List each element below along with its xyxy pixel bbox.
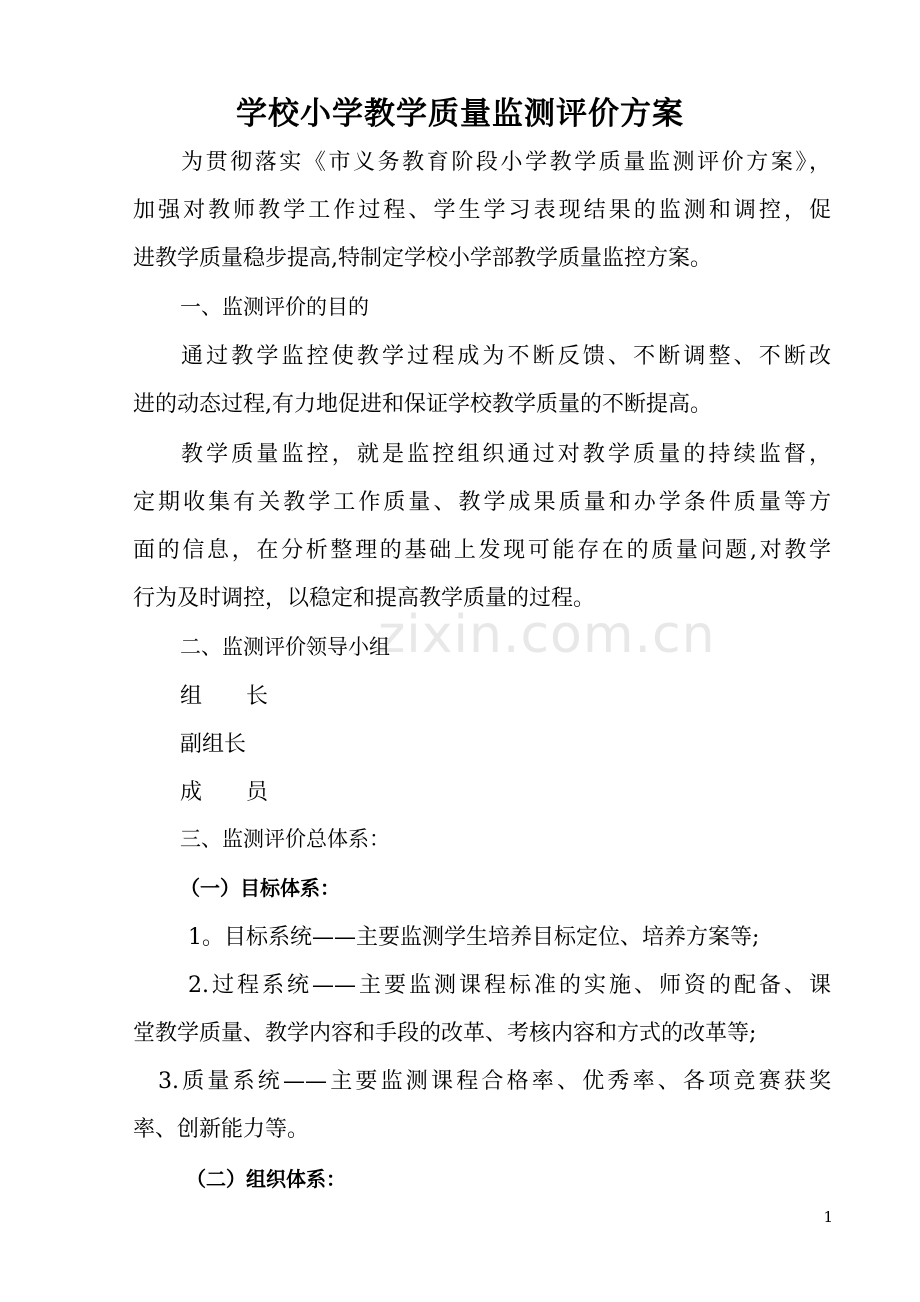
section-1-para-2-line-3: 面的信息，在分析整理的基础上发现可能存在的质量问题,对教学 — [133, 538, 831, 563]
intro-line-3: 进教学质量稳步提高,特制定学校小学部教学质量监控方案。 — [133, 246, 712, 271]
section-1-para-2-line-1: 教学质量监控，就是监控组织通过对教学质量的持续监督， — [181, 442, 831, 467]
members-label: 成 员 — [180, 780, 269, 805]
item-3-line-1: 3.质量系统——主要监测课程合格率、优秀率、各项竞赛获奖 — [158, 1069, 831, 1094]
intro-line-2: 加强对教师教学工作过程、学生学习表现结果的监测和调控，促 — [133, 198, 831, 223]
section-2-heading: 二、监测评价领导小组 — [180, 635, 390, 659]
section-1-heading: 一、监测评价的目的 — [180, 295, 369, 319]
watermark-text: zixin.com.cn — [378, 605, 716, 665]
subsection-1-heading: （一）目标体系： — [180, 876, 340, 900]
page-number: 1 — [823, 1208, 833, 1226]
deputy-leader-label: 副组长 — [180, 732, 247, 757]
item-3-line-2: 率、创新能力等。 — [133, 1117, 310, 1142]
group-leader-label: 组 长 — [180, 684, 269, 709]
section-1-para-2-line-4: 行为及时调控，以稳定和提高教学质量的过程。 — [133, 586, 596, 611]
item-2-line-2: 堂教学质量、教学内容和手段的改革、考核内容和方式的改革等; — [133, 1021, 757, 1046]
item-2-line-1: 2.过程系统——主要监测课程标准的实施、师资的配备、课 — [188, 973, 831, 998]
section-1-para-1-line-1: 通过教学监控使教学过程成为不断反馈、不断调整、不断改 — [181, 344, 831, 369]
document-title: 学校小学教学质量监测评价方案 — [236, 96, 684, 132]
subsection-2-heading: （二）组织体系： — [186, 1167, 346, 1191]
item-1: 1。目标系统——主要监测学生培养目标定位、培养方案等; — [188, 925, 760, 950]
section-3-heading: 三、监测评价总体系： — [180, 827, 390, 851]
section-1-para-1-line-2: 进的动态过程,有力地促进和保证学校教学质量的不断提高。 — [133, 392, 712, 417]
section-1-para-2-line-2: 定期收集有关教学工作质量、教学成果质量和办学条件质量等方 — [133, 490, 831, 515]
intro-line-1: 为贯彻落实《市义务教育阶段小学教学质量监测评价方案》， — [181, 150, 831, 175]
